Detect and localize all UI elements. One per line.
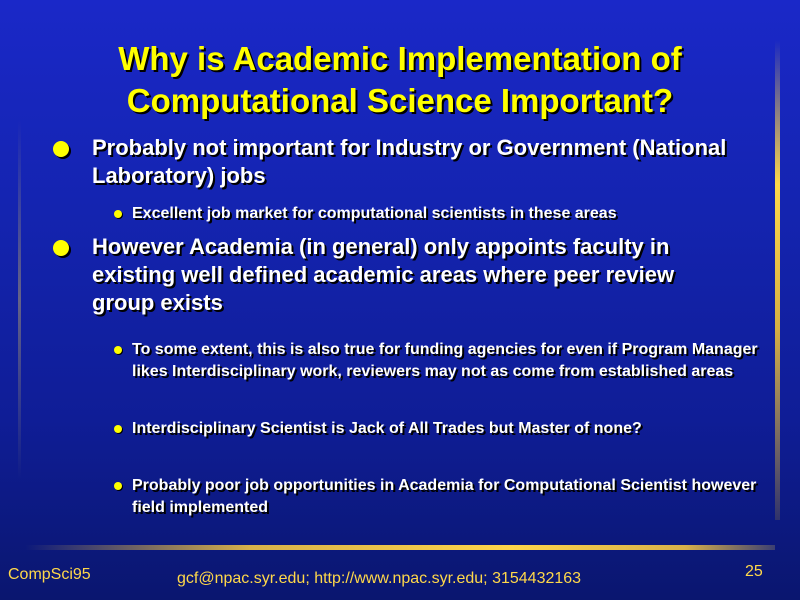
page-number: 25 <box>745 563 763 580</box>
sub-bullet-item <box>132 203 772 225</box>
sub-bullet-item <box>132 475 772 519</box>
bullet-item <box>92 233 712 317</box>
bullet-item <box>92 134 772 190</box>
course-label: CompSci95 <box>8 566 91 583</box>
decorative-left-bar <box>18 120 21 480</box>
bullet-dot-icon <box>53 141 69 157</box>
decorative-vertical-bar <box>775 40 780 520</box>
slide-title <box>40 38 760 122</box>
sub-bullet-item <box>132 418 752 440</box>
bullet-text: Probably not important for Industry or Government (National Laboratory) jobs <box>92 135 727 188</box>
decorative-horizontal-bar <box>25 545 775 550</box>
bullet-text: However Academia (in general) only appoints faculty in existing well defined academic areas where peer review group exists <box>92 234 675 315</box>
title-line-1: Why is Academic Implementation of <box>118 40 682 77</box>
sub-bullet-dot-icon <box>114 346 122 354</box>
sub-bullet-text: Excellent job market for computational scientists in these areas <box>132 205 617 222</box>
sub-bullet-item <box>132 339 772 383</box>
sub-bullet-text: Interdisciplinary Scientist is Jack of All Trades but Master of none? <box>132 420 642 437</box>
sub-bullet-dot-icon <box>114 425 122 433</box>
bullet-dot-icon <box>53 240 69 256</box>
sub-bullet-text: To some extent, this is also true for funding agencies for even if Program Manager likes Interdisciplinary work, reviewers may not as come from established areas <box>132 341 758 380</box>
sub-bullet-text: Probably poor job opportunities in Academia for Computational Scientist however field implemented <box>132 477 757 516</box>
title-line-2: Computational Science Important? <box>126 82 674 119</box>
sub-bullet-dot-icon <box>114 210 122 218</box>
contact-info: gcf@npac.syr.edu; http://www.npac.syr.edu; 3154432163 <box>177 570 582 587</box>
sub-bullet-dot-icon <box>114 482 122 490</box>
